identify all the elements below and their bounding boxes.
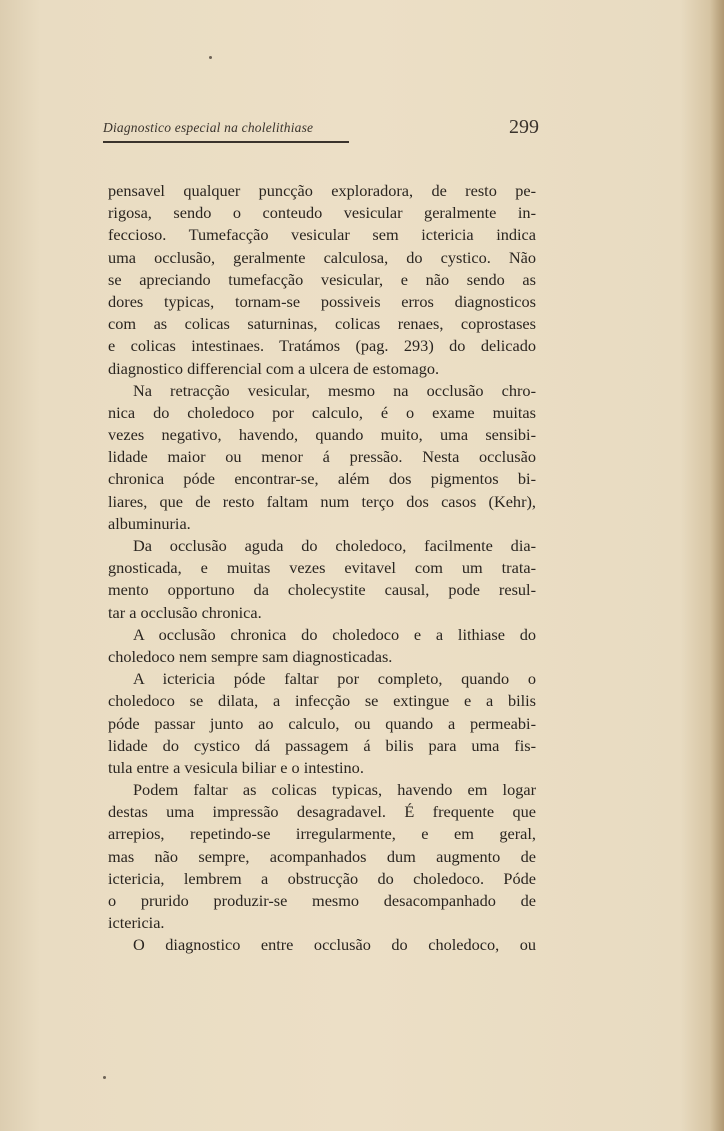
paper-speck	[103, 1076, 106, 1079]
text-line: mento opportuno da cholecystite causal, pode resul-	[108, 580, 536, 600]
text-line: liares, que de resto faltam num terço dos casos (Kehr),	[108, 491, 536, 511]
text-line: Da occlusão aguda do choledoco, facilmente dia-	[133, 536, 536, 555]
text-line: choledoco se dilata, a infecção se extingue e a bilis	[108, 691, 536, 711]
page-header	[103, 108, 539, 148]
text-line: o prurido produzir-se mesmo desacompanhado de	[108, 891, 536, 910]
text-line: destas uma impressão desagradavel. É frequente que	[108, 802, 536, 822]
text-line: com as colicas saturninas, colicas renaes, coprostases	[108, 314, 536, 334]
text-line: dores typicas, tornam-se possiveis erros diagnosticos	[108, 291, 536, 311]
text-line: lidade do cystico dá passagem á bilis para uma fis-	[108, 735, 536, 755]
text-line: pensavel qualquer puncção exploradora, de resto pe-	[108, 181, 536, 200]
text-line: A occlusão chronica do choledoco e a lithiase do	[133, 624, 536, 644]
text-line: diagnostico differencial com a ulcera de estomago.	[108, 358, 440, 378]
text-line: arrepios, repetindo-se irregularmente, e em geral,	[108, 824, 536, 844]
body-text	[108, 180, 536, 957]
text-line: uma occlusão, geralmente calculosa, do cystico. Não	[108, 247, 536, 267]
text-line: feccioso. Tumefacção vesicular sem ictericia indica	[108, 225, 536, 245]
text-line: ictericia, lembrem a obstrucção do choledoco. Póde	[108, 868, 536, 888]
text-line: gnosticada, e muitas vezes evitavel com um trata-	[108, 558, 536, 578]
text-line: Podem faltar as colicas typicas, havendo em logar	[133, 780, 536, 800]
text-line: lidade maior ou menor á pressão. Nesta occlusão	[108, 447, 536, 467]
paper-speck	[209, 56, 212, 59]
page-number: 299	[509, 116, 539, 138]
text-line: mas não sempre, acompanhados dum augmento de	[108, 846, 536, 866]
text-line: nica do choledoco por calculo, é o exame muitas	[108, 402, 536, 422]
text-line: rigosa, sendo o conteudo vesicular geralmente in-	[108, 203, 536, 223]
header-rule	[103, 141, 349, 143]
running-title: Diagnostico especial na cholelithiase	[103, 120, 314, 135]
text-line: choledoco nem sempre sam diagnosticadas.	[108, 646, 393, 666]
text-line: Na retracção vesicular, mesmo na occlusão chro-	[133, 380, 536, 400]
text-line: póde passar junto ao calculo, ou quando a permeabi-	[108, 713, 536, 733]
text-line: vezes negativo, havendo, quando muito, uma sensibi-	[108, 425, 536, 445]
text-line: chronica póde encontrar-se, além dos pigmentos bi-	[108, 469, 536, 489]
text-line: tula entre a vesicula biliar e o intestino.	[108, 757, 364, 777]
text-line: tar a occlusão chronica.	[108, 602, 262, 622]
text-line: albuminuria.	[108, 513, 191, 533]
text-line: A ictericia póde faltar por completo, quando o	[133, 669, 536, 689]
text-line: e colicas intestinaes. Tratámos (pag. 293) do delicado	[108, 336, 536, 356]
text-line: se apreciando tumefacção vesicular, e não sendo as	[108, 269, 536, 289]
text-line: O diagnostico entre occlusão do choledoco, ou	[133, 935, 536, 955]
page-edge-shadow	[710, 0, 724, 1131]
text-line: ictericia.	[108, 913, 165, 933]
